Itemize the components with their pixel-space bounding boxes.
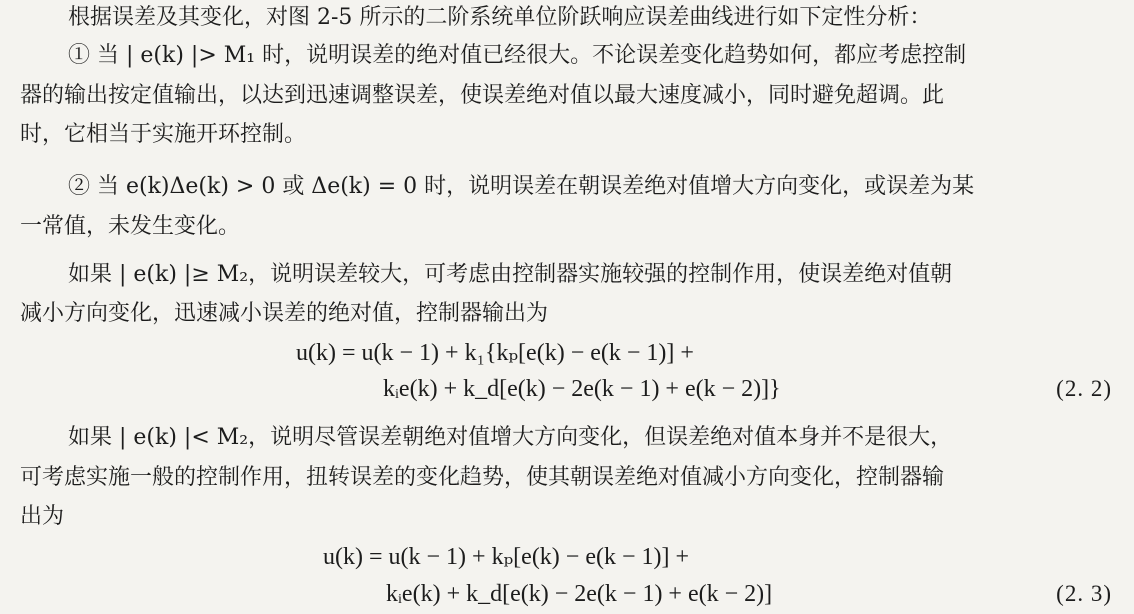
if-large-line2: 减小方向变化，迅速减小误差的绝对值，控制器输出为 — [20, 301, 549, 326]
if-small-line1: 如果 | e(k) |< M₂，说明尽管误差朝绝对值增大方向变化，但误差绝对值本身并不是很大， — [68, 425, 953, 450]
equation-2-3-line2: kᵢe(k) + k_d[e(k) − 2e(k − 1) + e(k − 2)] — [386, 581, 773, 607]
case1-line1: ① 当 | e(k) |> M₁ 时，说明误差的绝对值已经很大。不论误差变化趋势如何，都应考虑控制 — [68, 43, 967, 68]
case2-line1: ② 当 e(k)Δe(k) > 0 或 Δe(k) = 0 时，说明误差在朝误差绝对值增大方向变化，或误差为某 — [68, 174, 975, 199]
paragraph-intro: 根据误差及其变化，对图 2-5 所示的二阶系统单位阶跃响应误差曲线进行如下定性分析： — [68, 5, 932, 30]
case1-line2: 器的输出按定值输出，以达到迅速调整误差，使误差绝对值以最大速度减小，同时避免超调。此 — [20, 83, 945, 108]
equation-2-2-line1: u(k) = u(k − 1) + k₁{kₚ[e(k) − e(k − 1)] + — [296, 340, 694, 366]
case2-line2: 一常值，未发生变化。 — [20, 214, 241, 239]
if-large-line1: 如果 | e(k) |≥ M₂，说明误差较大，可考虑由控制器实施较强的控制作用，使误差绝对值朝 — [68, 262, 953, 287]
equation-number-2-3: (2. 3) — [1056, 581, 1112, 606]
if-small-line2: 可考虑实施一般的控制作用，扭转误差的变化趋势，使其朝误差绝对值减小方向变化，控制器输 — [20, 465, 945, 490]
equation-2-2-line2: kᵢe(k) + k_d[e(k) − 2e(k − 1) + e(k − 2)]} — [383, 376, 781, 402]
case1-line3: 时，它相当于实施开环控制。 — [20, 122, 307, 147]
equation-2-3-line1: u(k) = u(k − 1) + kₚ[e(k) − e(k − 1)] + — [323, 544, 690, 570]
if-small-line3: 出为 — [20, 504, 65, 529]
equation-number-2-2: (2. 2) — [1056, 376, 1112, 401]
